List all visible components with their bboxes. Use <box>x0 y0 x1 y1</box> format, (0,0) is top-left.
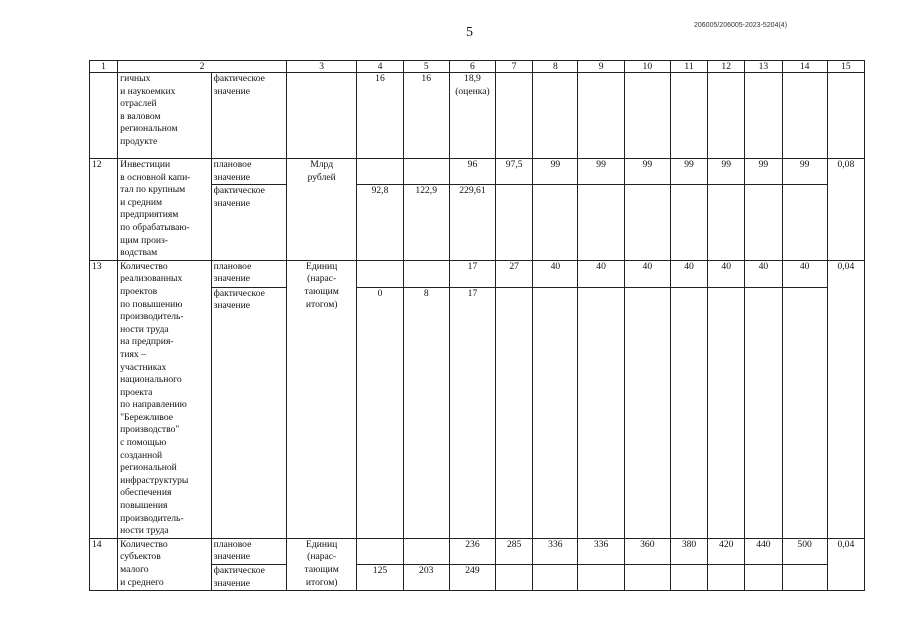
value-cell <box>708 565 745 591</box>
unit-cell: Единиц (нарас- тающим итогом) <box>287 260 357 538</box>
value-cell: 229,61 <box>449 185 495 260</box>
value-cell <box>670 287 707 538</box>
value-cell: 18,9 (оценка) <box>449 73 495 159</box>
value-cell: 336 <box>533 538 578 564</box>
header-cell: 4 <box>357 61 403 73</box>
indicator-name: Количество реализованных проектов по повышению производитель- ности труда на предприя- тиях – участниках национального проекта по направлению "Бережливое производство" с помощью созданной региональной инфраструктуры обеспечения повышения производитель- ности труда <box>118 260 211 538</box>
weight-cell: 0,04 <box>827 538 864 590</box>
row-number: 12 <box>90 159 118 261</box>
value-type-label: плановое значение <box>211 260 286 287</box>
value-cell: 360 <box>624 538 670 564</box>
header-cell: 1 <box>90 61 118 73</box>
value-cell: 8 <box>403 287 449 538</box>
row-number <box>90 73 118 159</box>
value-cell <box>533 565 578 591</box>
header-cell: 10 <box>624 61 670 73</box>
table-row <box>90 260 865 287</box>
value-cell <box>496 287 533 538</box>
indicator-name: Количество субъектов малого и среднего <box>118 538 211 590</box>
value-cell: 336 <box>578 538 624 564</box>
value-cell: 40 <box>624 260 670 287</box>
value-cell: 420 <box>708 538 745 564</box>
value-cell: 99 <box>533 159 578 185</box>
value-cell: 27 <box>496 260 533 287</box>
value-cell <box>357 260 403 287</box>
value-cell <box>624 565 670 591</box>
value-cell: 500 <box>782 538 827 564</box>
value-cell: 40 <box>578 260 624 287</box>
value-cell <box>578 565 624 591</box>
weight-cell <box>827 73 864 159</box>
table-row <box>90 73 865 159</box>
value-cell: 92,8 <box>357 185 403 260</box>
value-cell: 122,9 <box>403 185 449 260</box>
value-cell <box>496 185 533 260</box>
value-cell <box>745 565 782 591</box>
header-cell: 7 <box>496 61 533 73</box>
value-cell <box>496 73 533 159</box>
value-cell: 40 <box>670 260 707 287</box>
weight-cell: 0,08 <box>827 159 864 261</box>
value-cell: 97,5 <box>496 159 533 185</box>
header-cell: 13 <box>745 61 782 73</box>
value-cell: 99 <box>670 159 707 185</box>
header-cell: 15 <box>827 61 864 73</box>
table-row <box>90 538 865 564</box>
value-cell: 40 <box>533 260 578 287</box>
value-cell: 285 <box>496 538 533 564</box>
value-cell <box>782 185 827 260</box>
value-cell <box>624 185 670 260</box>
value-cell: 40 <box>782 260 827 287</box>
value-cell: 17 <box>449 287 495 538</box>
unit-cell <box>287 73 357 159</box>
value-cell: 96 <box>449 159 495 185</box>
header-cell: 8 <box>533 61 578 73</box>
value-cell: 40 <box>745 260 782 287</box>
header-cell: 14 <box>782 61 827 73</box>
header-cell: 9 <box>578 61 624 73</box>
unit-cell: Единиц (нарас- тающим итогом) <box>287 538 357 590</box>
header-cell: 11 <box>670 61 707 73</box>
value-cell: 16 <box>403 73 449 159</box>
value-cell: 99 <box>745 159 782 185</box>
value-type-label: фактическое значение <box>211 565 286 591</box>
value-cell <box>578 73 624 159</box>
header-cell: 5 <box>403 61 449 73</box>
value-cell: 99 <box>782 159 827 185</box>
value-cell: 0 <box>357 287 403 538</box>
value-cell: 249 <box>449 565 495 591</box>
value-cell <box>745 73 782 159</box>
value-cell <box>708 73 745 159</box>
value-cell <box>496 565 533 591</box>
value-type-label: фактическое значение <box>211 287 286 538</box>
unit-cell: Млрд рублей <box>287 159 357 261</box>
value-type-label: плановое значение <box>211 159 286 185</box>
row-number: 13 <box>90 260 118 538</box>
value-cell <box>533 73 578 159</box>
value-cell <box>403 260 449 287</box>
value-type-label: плановое значение <box>211 538 286 564</box>
header-cell: 12 <box>708 61 745 73</box>
header-row <box>90 61 865 73</box>
value-cell <box>708 185 745 260</box>
value-cell: 99 <box>708 159 745 185</box>
value-cell: 236 <box>449 538 495 564</box>
header-cell: 6 <box>449 61 495 73</box>
value-cell: 16 <box>357 73 403 159</box>
value-cell <box>782 565 827 591</box>
value-cell <box>745 185 782 260</box>
indicator-name: гичных и наукоемких отраслей в валовом региональном продукте <box>118 73 211 159</box>
value-type-label: фактическое значение <box>211 73 286 159</box>
value-cell <box>670 73 707 159</box>
value-cell <box>782 287 827 538</box>
value-cell: 203 <box>403 565 449 591</box>
value-cell: 17 <box>449 260 495 287</box>
value-cell <box>533 185 578 260</box>
value-cell: 99 <box>578 159 624 185</box>
value-cell <box>403 538 449 564</box>
header-cell: 3 <box>287 61 357 73</box>
value-cell <box>578 185 624 260</box>
value-cell <box>357 538 403 564</box>
value-cell <box>670 565 707 591</box>
value-cell <box>624 287 670 538</box>
value-cell: 40 <box>708 260 745 287</box>
value-cell: 440 <box>745 538 782 564</box>
value-cell: 380 <box>670 538 707 564</box>
value-cell <box>782 73 827 159</box>
value-cell: 99 <box>624 159 670 185</box>
value-cell <box>578 287 624 538</box>
value-cell <box>357 159 403 185</box>
page-number: 5 <box>466 25 473 40</box>
value-cell <box>624 73 670 159</box>
value-cell <box>745 287 782 538</box>
value-cell <box>533 287 578 538</box>
document-id: 206005/206005-2023-5204(4) <box>694 22 788 29</box>
row-number: 14 <box>90 538 118 590</box>
value-type-label: фактическое значение <box>211 185 286 260</box>
table-row <box>90 159 865 185</box>
value-cell <box>670 185 707 260</box>
weight-cell: 0,04 <box>827 260 864 538</box>
indicator-name: Инвестиции в основной капи- тал по крупным и средним предприятиям по обрабатываю- щим произ- водствам <box>118 159 211 261</box>
value-cell: 125 <box>357 565 403 591</box>
value-cell <box>708 287 745 538</box>
value-cell <box>403 159 449 185</box>
indicators-table <box>89 60 865 591</box>
header-cell: 2 <box>118 61 287 73</box>
